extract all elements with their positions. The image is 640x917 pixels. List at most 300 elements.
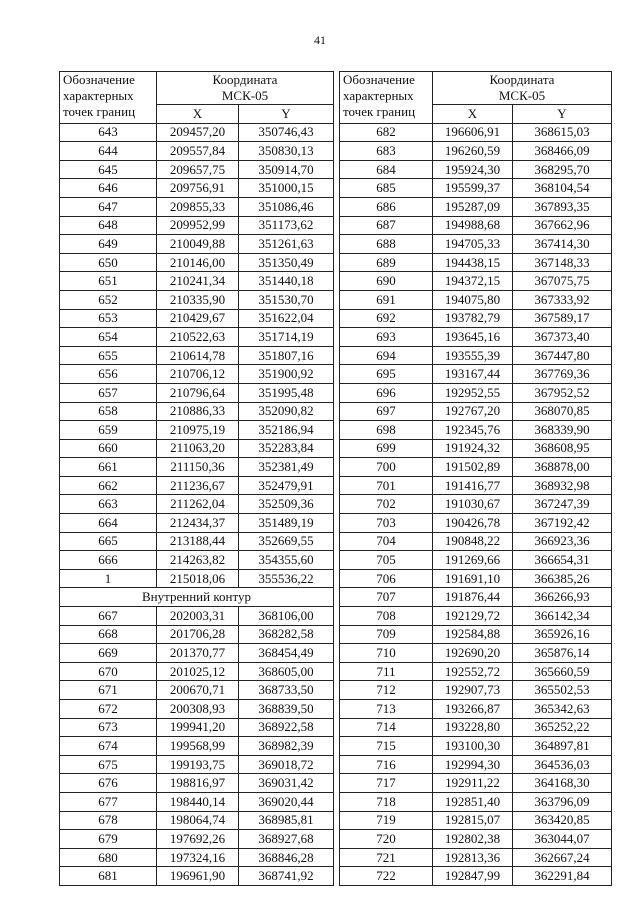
- table-row: [340, 253, 612, 272]
- point-id-cell: 658: [60, 402, 157, 421]
- point-id-cell: 681: [60, 867, 157, 886]
- x-coordinate-cell: 192907,73: [433, 681, 513, 700]
- coordinate-header-line: Координата: [489, 72, 555, 87]
- table-row: [340, 476, 612, 495]
- x-coordinate-cell: 199193,75: [157, 755, 239, 774]
- table-row: [340, 792, 612, 811]
- x-coordinate-cell: 202003,31: [157, 607, 239, 626]
- y-coordinate-cell: 368615,03: [513, 123, 612, 142]
- y-coordinate-cell: 352509,36: [239, 495, 334, 514]
- point-id-cell: 662: [60, 476, 157, 495]
- x-coordinate-cell: 196260,59: [433, 142, 513, 161]
- x-coordinate-cell: 201706,28: [157, 625, 239, 644]
- point-id-cell: 703: [340, 514, 433, 533]
- designation-header-line: Обозначение: [63, 72, 135, 87]
- point-id-cell: 687: [340, 216, 433, 235]
- point-id-cell: 670: [60, 662, 157, 681]
- x-coordinate-cell: 201025,12: [157, 662, 239, 681]
- y-coordinate-cell: 369031,42: [239, 774, 334, 793]
- table-row: [340, 421, 612, 440]
- table-row: [60, 216, 334, 235]
- table-row: [340, 644, 612, 663]
- coordinate-header-line: МСК-05: [498, 88, 546, 103]
- y-coordinate-cell: 367662,96: [513, 216, 612, 235]
- table-row: [60, 123, 334, 142]
- x-coordinate-cell: 191691,10: [433, 569, 513, 588]
- x-coordinate-cell: 210049,88: [157, 235, 239, 254]
- designation-header: [340, 72, 433, 124]
- table-row: [340, 532, 612, 551]
- table-row: [340, 142, 612, 161]
- point-id-cell: 700: [340, 458, 433, 477]
- y-coordinate-cell: 368922,58: [239, 718, 334, 737]
- point-id-cell: 1: [60, 569, 157, 588]
- y-coordinate-cell: 354355,60: [239, 551, 334, 570]
- table-row: [60, 792, 334, 811]
- x-coordinate-cell: 210886,33: [157, 402, 239, 421]
- y-coordinate-cell: 366385,26: [513, 569, 612, 588]
- coordinate-header-line: Координата: [212, 72, 278, 87]
- y-coordinate-cell: 350830,13: [239, 142, 334, 161]
- point-id-cell: 694: [340, 346, 433, 365]
- y-coordinate-cell: 352186,94: [239, 421, 334, 440]
- table-row: [340, 625, 612, 644]
- point-id-cell: 718: [340, 792, 433, 811]
- table-row: [340, 811, 612, 830]
- point-id-cell: 685: [340, 179, 433, 198]
- point-id-cell: 674: [60, 737, 157, 756]
- point-id-cell: 715: [340, 737, 433, 756]
- table-row: [340, 197, 612, 216]
- y-coordinate-cell: 367769,36: [513, 365, 612, 384]
- x-header: X: [157, 105, 239, 124]
- table-row: [60, 848, 334, 867]
- point-id-cell: 702: [340, 495, 433, 514]
- y-coordinate-cell: 367192,42: [513, 514, 612, 533]
- table-row: [340, 235, 612, 254]
- section-label: Внутренний контур: [60, 588, 334, 607]
- y-coordinate-cell: 352090,82: [239, 402, 334, 421]
- designation-header: [60, 72, 157, 124]
- table-row: [340, 290, 612, 309]
- y-coordinate-cell: 351489,19: [239, 514, 334, 533]
- x-coordinate-cell: 201370,77: [157, 644, 239, 663]
- x-coordinate-cell: 211236,67: [157, 476, 239, 495]
- y-coordinate-cell: 351530,70: [239, 290, 334, 309]
- x-coordinate-cell: 199568,99: [157, 737, 239, 756]
- point-id-cell: 668: [60, 625, 157, 644]
- table-row: [340, 346, 612, 365]
- table-row: [340, 402, 612, 421]
- table-row: [340, 309, 612, 328]
- x-coordinate-cell: 191502,89: [433, 458, 513, 477]
- point-id-cell: 646: [60, 179, 157, 198]
- point-id-cell: 643: [60, 123, 157, 142]
- y-coordinate-cell: 367333,92: [513, 290, 612, 309]
- x-coordinate-cell: 210706,12: [157, 365, 239, 384]
- point-id-cell: 657: [60, 383, 157, 402]
- point-id-cell: 654: [60, 328, 157, 347]
- y-coordinate-cell: 366266,93: [513, 588, 612, 607]
- x-coordinate-cell: 209855,33: [157, 197, 239, 216]
- point-id-cell: 705: [340, 551, 433, 570]
- x-coordinate-cell: 193100,30: [433, 737, 513, 756]
- y-coordinate-cell: 367589,17: [513, 309, 612, 328]
- x-coordinate-cell: 209557,84: [157, 142, 239, 161]
- point-id-cell: 706: [340, 569, 433, 588]
- table-row: [340, 439, 612, 458]
- table-row: [60, 607, 334, 626]
- y-coordinate-cell: 367893,35: [513, 197, 612, 216]
- table-row: [60, 867, 334, 886]
- designation-header-line: точек границ: [63, 104, 136, 119]
- point-id-cell: 711: [340, 662, 433, 681]
- y-coordinate-cell: 351261,63: [239, 235, 334, 254]
- y-coordinate-cell: 369020,44: [239, 792, 334, 811]
- point-id-cell: 675: [60, 755, 157, 774]
- table-row: [60, 365, 334, 384]
- table-row: [60, 290, 334, 309]
- x-coordinate-cell: 211262,04: [157, 495, 239, 514]
- x-coordinate-cell: 193645,16: [433, 328, 513, 347]
- table-row: [60, 253, 334, 272]
- table-row: [340, 737, 612, 756]
- x-coordinate-cell: 197692,26: [157, 830, 239, 849]
- y-coordinate-cell: 365660,59: [513, 662, 612, 681]
- table-row: [60, 179, 334, 198]
- x-coordinate-cell: 191416,77: [433, 476, 513, 495]
- x-coordinate-cell: 192952,55: [433, 383, 513, 402]
- y-coordinate-cell: 368985,81: [239, 811, 334, 830]
- y-coordinate-cell: 365502,53: [513, 681, 612, 700]
- y-coordinate-cell: 352669,55: [239, 532, 334, 551]
- x-coordinate-cell: 211150,36: [157, 458, 239, 477]
- point-id-cell: 677: [60, 792, 157, 811]
- y-coordinate-cell: 366142,34: [513, 607, 612, 626]
- y-coordinate-cell: 363420,85: [513, 811, 612, 830]
- table-row: [60, 272, 334, 291]
- table-row: [60, 346, 334, 365]
- table-row: [340, 272, 612, 291]
- y-coordinate-cell: 352283,84: [239, 439, 334, 458]
- point-id-cell: 667: [60, 607, 157, 626]
- point-id-cell: 684: [340, 160, 433, 179]
- y-coordinate-cell: 351173,62: [239, 216, 334, 235]
- table-row: [60, 421, 334, 440]
- table-row: [340, 700, 612, 719]
- point-id-cell: 679: [60, 830, 157, 849]
- table-row: [340, 551, 612, 570]
- y-coordinate-cell: 350914,70: [239, 160, 334, 179]
- y-coordinate-cell: 368339,90: [513, 421, 612, 440]
- table-row: [60, 774, 334, 793]
- y-coordinate-cell: 351440,18: [239, 272, 334, 291]
- section-row: [60, 588, 334, 607]
- x-coordinate-cell: 210429,67: [157, 309, 239, 328]
- coordinate-header: [157, 72, 334, 105]
- point-id-cell: 676: [60, 774, 157, 793]
- point-id-cell: 695: [340, 365, 433, 384]
- table-row: [60, 458, 334, 477]
- x-coordinate-cell: 194988,68: [433, 216, 513, 235]
- table-row: [340, 514, 612, 533]
- point-id-cell: 655: [60, 346, 157, 365]
- point-id-cell: 710: [340, 644, 433, 663]
- table-row: [340, 867, 612, 886]
- point-id-cell: 720: [340, 830, 433, 849]
- table-row: [60, 309, 334, 328]
- x-coordinate-cell: 214263,82: [157, 551, 239, 570]
- x-coordinate-cell: 212434,37: [157, 514, 239, 533]
- table-row: [60, 197, 334, 216]
- point-id-cell: 650: [60, 253, 157, 272]
- x-coordinate-cell: 213188,44: [157, 532, 239, 551]
- table-row: [60, 551, 334, 570]
- x-coordinate-cell: 192345,76: [433, 421, 513, 440]
- x-coordinate-cell: 194705,33: [433, 235, 513, 254]
- table-row: [340, 458, 612, 477]
- point-id-cell: 649: [60, 235, 157, 254]
- table-row: [340, 607, 612, 626]
- x-coordinate-cell: 195599,37: [433, 179, 513, 198]
- x-coordinate-cell: 192767,20: [433, 402, 513, 421]
- y-coordinate-cell: 368741,92: [239, 867, 334, 886]
- table-row: [60, 700, 334, 719]
- table-row: [60, 569, 334, 588]
- y-coordinate-cell: 367447,80: [513, 346, 612, 365]
- table-row: [60, 495, 334, 514]
- point-id-cell: 693: [340, 328, 433, 347]
- point-id-cell: 660: [60, 439, 157, 458]
- y-coordinate-cell: 367414,30: [513, 235, 612, 254]
- y-coordinate-cell: 352381,49: [239, 458, 334, 477]
- point-id-cell: 653: [60, 309, 157, 328]
- y-coordinate-cell: 368878,00: [513, 458, 612, 477]
- y-coordinate-cell: 364168,30: [513, 774, 612, 793]
- designation-header-line: характерных: [343, 88, 414, 103]
- table-row: [60, 514, 334, 533]
- y-coordinate-cell: 351000,15: [239, 179, 334, 198]
- point-id-cell: 689: [340, 253, 433, 272]
- y-coordinate-cell: 366654,31: [513, 551, 612, 570]
- y-header: Y: [513, 105, 612, 124]
- x-coordinate-cell: 192815,07: [433, 811, 513, 830]
- table-row: [340, 365, 612, 384]
- point-id-cell: 666: [60, 551, 157, 570]
- point-id-cell: 648: [60, 216, 157, 235]
- x-coordinate-cell: 210241,34: [157, 272, 239, 291]
- point-id-cell: 659: [60, 421, 157, 440]
- y-coordinate-cell: 364536,03: [513, 755, 612, 774]
- point-id-cell: 719: [340, 811, 433, 830]
- x-coordinate-cell: 194075,80: [433, 290, 513, 309]
- x-coordinate-cell: 198816,97: [157, 774, 239, 793]
- coordinates-table-left: [59, 71, 334, 886]
- y-coordinate-cell: 350746,43: [239, 123, 334, 142]
- point-id-cell: 701: [340, 476, 433, 495]
- point-id-cell: 686: [340, 197, 433, 216]
- x-coordinate-cell: 191030,67: [433, 495, 513, 514]
- table-row: [340, 383, 612, 402]
- x-coordinate-cell: 197324,16: [157, 848, 239, 867]
- table-row: [340, 179, 612, 198]
- x-coordinate-cell: 190848,22: [433, 532, 513, 551]
- x-coordinate-cell: 190426,78: [433, 514, 513, 533]
- x-header: X: [433, 105, 513, 124]
- y-coordinate-cell: 368282,58: [239, 625, 334, 644]
- x-coordinate-cell: 209457,20: [157, 123, 239, 142]
- point-id-cell: 709: [340, 625, 433, 644]
- x-coordinate-cell: 192584,88: [433, 625, 513, 644]
- y-coordinate-cell: 351995,48: [239, 383, 334, 402]
- table-row: [340, 588, 612, 607]
- table-row: [60, 662, 334, 681]
- x-coordinate-cell: 191924,32: [433, 439, 513, 458]
- x-coordinate-cell: 193228,80: [433, 718, 513, 737]
- table-row: [60, 830, 334, 849]
- point-id-cell: 683: [340, 142, 433, 161]
- y-coordinate-cell: 368605,00: [239, 662, 334, 681]
- y-coordinate-cell: 367952,52: [513, 383, 612, 402]
- point-id-cell: 696: [340, 383, 433, 402]
- table-row: [340, 774, 612, 793]
- point-id-cell: 692: [340, 309, 433, 328]
- x-coordinate-cell: 210335,90: [157, 290, 239, 309]
- table-row: [60, 811, 334, 830]
- table-row: [340, 495, 612, 514]
- table-row: [340, 160, 612, 179]
- y-coordinate-cell: 351622,04: [239, 309, 334, 328]
- x-coordinate-cell: 210796,64: [157, 383, 239, 402]
- table-row: [60, 755, 334, 774]
- x-coordinate-cell: 198064,74: [157, 811, 239, 830]
- point-id-cell: 680: [60, 848, 157, 867]
- table-row: [60, 383, 334, 402]
- x-coordinate-cell: 210614,78: [157, 346, 239, 365]
- x-coordinate-cell: 193782,79: [433, 309, 513, 328]
- y-coordinate-cell: 365252,22: [513, 718, 612, 737]
- table-row: [340, 216, 612, 235]
- x-coordinate-cell: 194372,15: [433, 272, 513, 291]
- table-row: [60, 737, 334, 756]
- point-id-cell: 645: [60, 160, 157, 179]
- y-coordinate-cell: 366923,36: [513, 532, 612, 551]
- y-coordinate-cell: 367373,40: [513, 328, 612, 347]
- y-coordinate-cell: 363044,07: [513, 830, 612, 849]
- y-coordinate-cell: 351350,49: [239, 253, 334, 272]
- x-coordinate-cell: 195924,30: [433, 160, 513, 179]
- x-coordinate-cell: 192129,72: [433, 607, 513, 626]
- point-id-cell: 652: [60, 290, 157, 309]
- y-header: Y: [239, 105, 334, 124]
- x-coordinate-cell: 192847,99: [433, 867, 513, 886]
- y-coordinate-cell: 368106,00: [239, 607, 334, 626]
- x-coordinate-cell: 194438,15: [433, 253, 513, 272]
- table-row: [340, 662, 612, 681]
- point-id-cell: 647: [60, 197, 157, 216]
- y-coordinate-cell: 362667,24: [513, 848, 612, 867]
- y-coordinate-cell: 368104,54: [513, 179, 612, 198]
- point-id-cell: 682: [340, 123, 433, 142]
- point-id-cell: 661: [60, 458, 157, 477]
- y-coordinate-cell: 368295,70: [513, 160, 612, 179]
- point-id-cell: 669: [60, 644, 157, 663]
- point-id-cell: 691: [340, 290, 433, 309]
- x-coordinate-cell: 210975,19: [157, 421, 239, 440]
- y-coordinate-cell: 368932,98: [513, 476, 612, 495]
- point-id-cell: 688: [340, 235, 433, 254]
- x-coordinate-cell: 192851,40: [433, 792, 513, 811]
- point-id-cell: 717: [340, 774, 433, 793]
- point-id-cell: 713: [340, 700, 433, 719]
- coordinate-header-line: МСК-05: [221, 88, 269, 103]
- x-coordinate-cell: 192813,36: [433, 848, 513, 867]
- page-number: 41: [314, 33, 326, 47]
- x-coordinate-cell: 210522,63: [157, 328, 239, 347]
- table-row: [60, 328, 334, 347]
- y-coordinate-cell: 365926,16: [513, 625, 612, 644]
- y-coordinate-cell: 362291,84: [513, 867, 612, 886]
- point-id-cell: 671: [60, 681, 157, 700]
- x-coordinate-cell: 193167,44: [433, 365, 513, 384]
- x-coordinate-cell: 209756,91: [157, 179, 239, 198]
- y-coordinate-cell: 368733,50: [239, 681, 334, 700]
- y-coordinate-cell: 368466,09: [513, 142, 612, 161]
- point-id-cell: 678: [60, 811, 157, 830]
- table-row: [340, 830, 612, 849]
- x-coordinate-cell: 198440,14: [157, 792, 239, 811]
- y-coordinate-cell: 367247,39: [513, 495, 612, 514]
- table-row: [340, 569, 612, 588]
- table-row: [60, 160, 334, 179]
- table-row: [340, 123, 612, 142]
- x-coordinate-cell: 192552,72: [433, 662, 513, 681]
- point-id-cell: 664: [60, 514, 157, 533]
- x-coordinate-cell: 200670,71: [157, 681, 239, 700]
- table-row: [60, 476, 334, 495]
- y-coordinate-cell: 369018,72: [239, 755, 334, 774]
- y-coordinate-cell: 367075,75: [513, 272, 612, 291]
- point-id-cell: 707: [340, 588, 433, 607]
- point-id-cell: 716: [340, 755, 433, 774]
- y-coordinate-cell: 368070,85: [513, 402, 612, 421]
- x-coordinate-cell: 192911,22: [433, 774, 513, 793]
- table-row: [60, 402, 334, 421]
- table-row: [60, 644, 334, 663]
- designation-header-line: Обозначение: [343, 72, 415, 87]
- x-coordinate-cell: 191269,66: [433, 551, 513, 570]
- point-id-cell: 698: [340, 421, 433, 440]
- point-id-cell: 672: [60, 700, 157, 719]
- designation-header-line: характерных: [63, 88, 134, 103]
- table-row: [340, 718, 612, 737]
- table-row: [60, 625, 334, 644]
- x-coordinate-cell: 199941,20: [157, 718, 239, 737]
- point-id-cell: 651: [60, 272, 157, 291]
- table-row: [60, 718, 334, 737]
- y-coordinate-cell: 355536,22: [239, 569, 334, 588]
- point-id-cell: 704: [340, 532, 433, 551]
- table-row: [60, 235, 334, 254]
- y-coordinate-cell: 368454,49: [239, 644, 334, 663]
- point-id-cell: 673: [60, 718, 157, 737]
- x-coordinate-cell: 195287,09: [433, 197, 513, 216]
- point-id-cell: 722: [340, 867, 433, 886]
- y-coordinate-cell: 352479,91: [239, 476, 334, 495]
- x-coordinate-cell: 196961,90: [157, 867, 239, 886]
- x-coordinate-cell: 193266,87: [433, 700, 513, 719]
- point-id-cell: 644: [60, 142, 157, 161]
